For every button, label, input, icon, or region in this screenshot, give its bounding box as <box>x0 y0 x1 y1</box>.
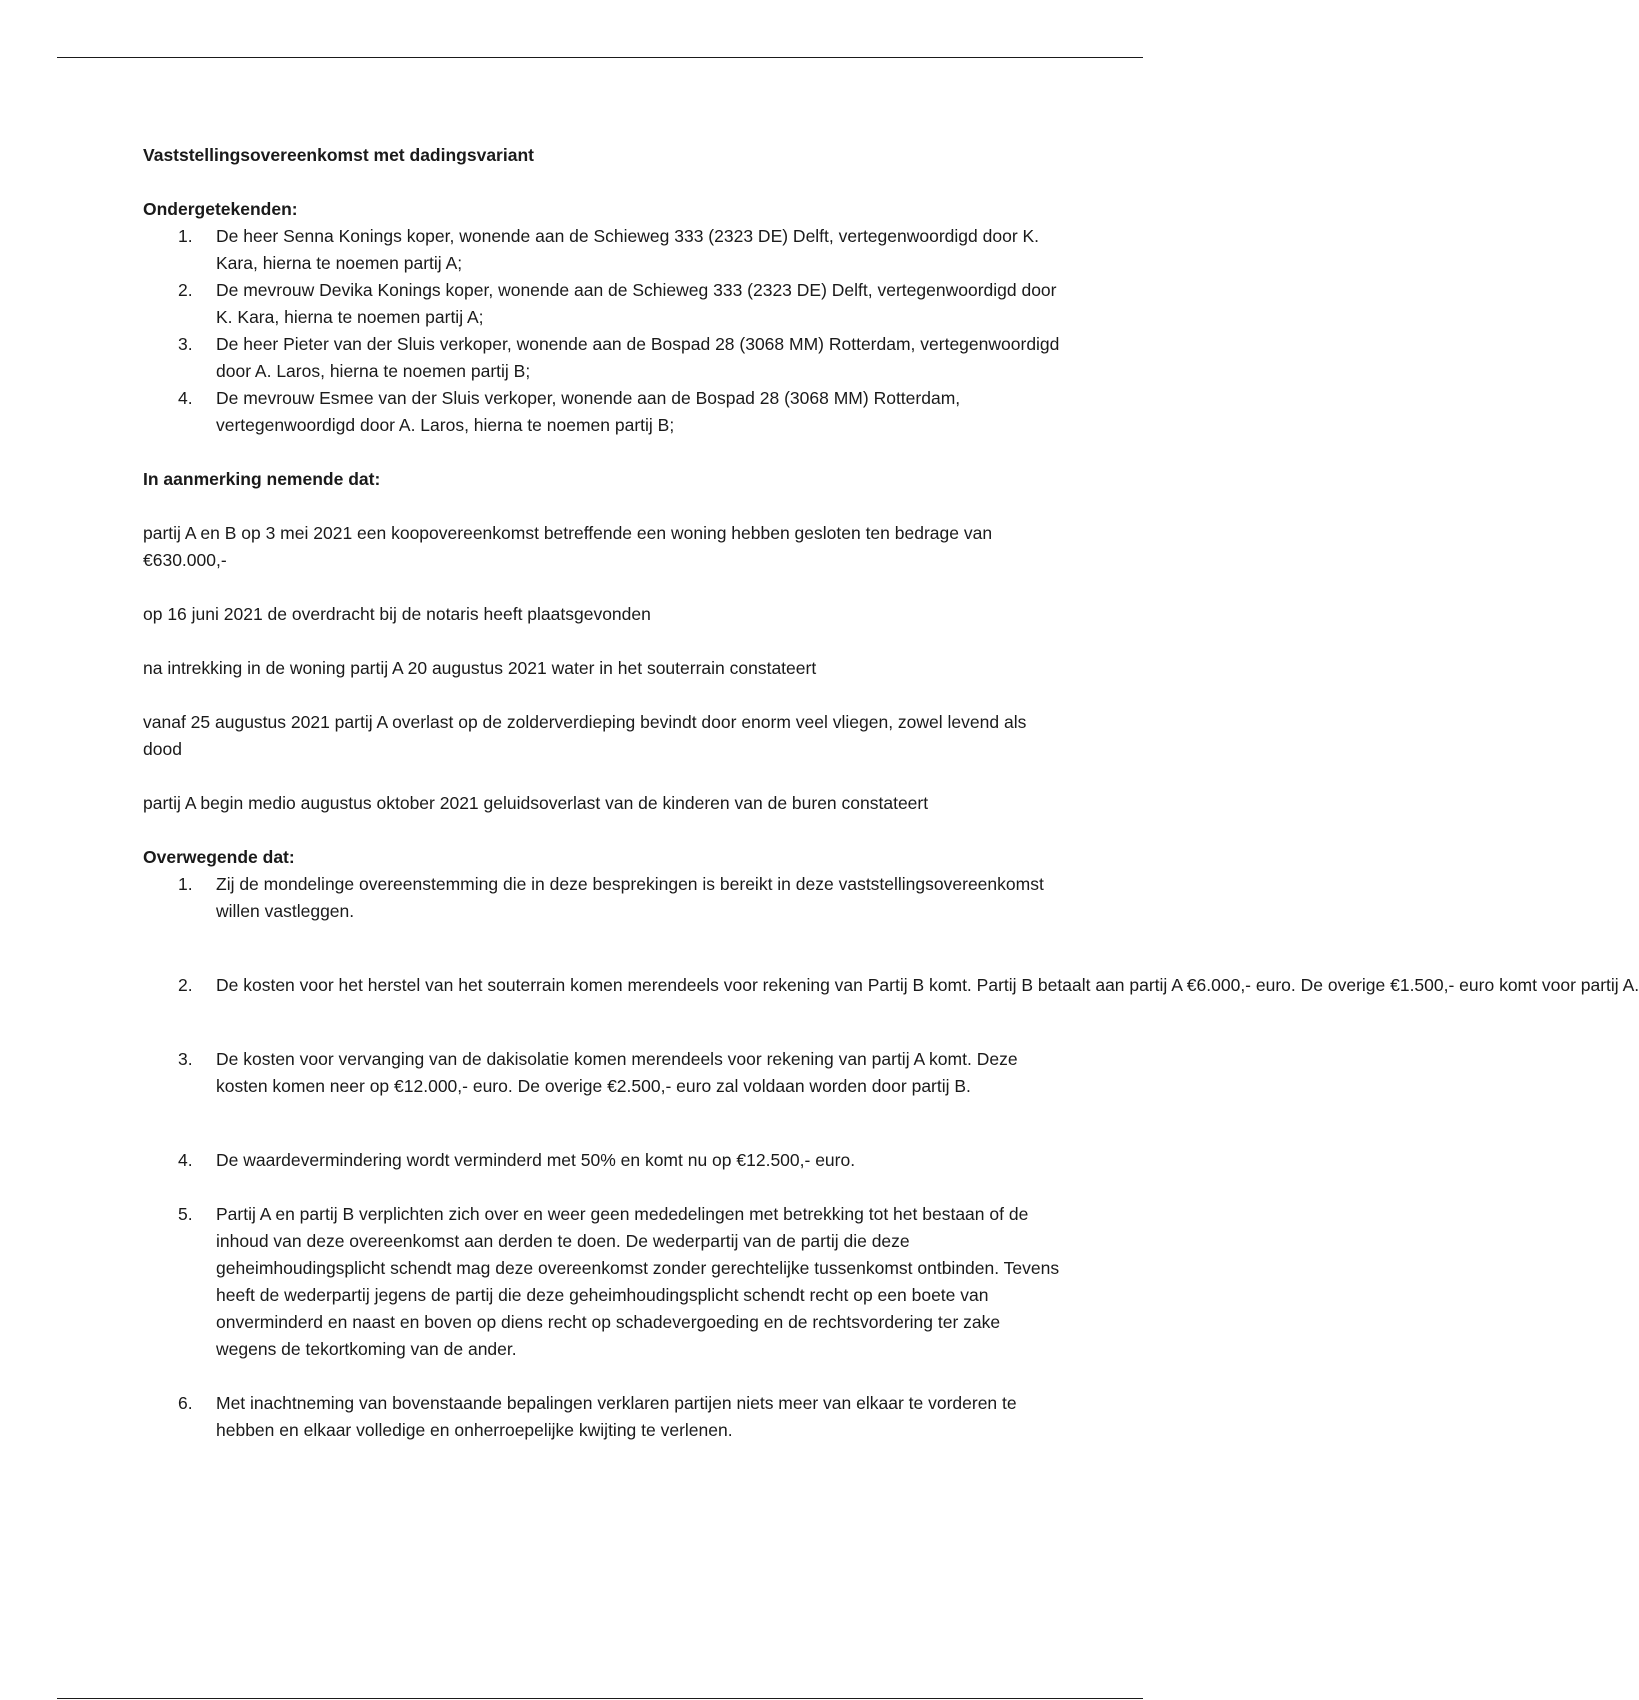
party-text: De heer Senna Konings koper, wonende aan de Schieweg 333 (2323 DE) Delft, vertegenwoordigd door K. Kara, hierna te noemen partij A; <box>216 226 1040 273</box>
considering-heading: In aanmerking nemende dat: <box>143 469 381 489</box>
clause-text: Zij de mondelinge overeenstemming die in deze besprekingen is bereikt in deze vaststellingsovereenkomst willen vastleggen. <box>216 874 1044 921</box>
clause-text: De kosten voor vervanging van de dakisolatie komen merendeels voor rekening van partij A komt. Deze kosten komen neer op €12.000,- euro. De overige €2.500,- euro zal voldaan worden door partij B. <box>216 1049 1018 1096</box>
list-number: 3. <box>178 1049 193 1069</box>
list-number: 4. <box>178 388 193 408</box>
list-number: 2. <box>178 975 193 995</box>
document-body <box>143 142 1639 1444</box>
list-number: 1. <box>178 226 193 246</box>
list-item <box>143 1390 1063 1444</box>
list-number: 3. <box>178 334 193 354</box>
list-item <box>143 1201 1063 1363</box>
weighing-heading: Overwegende dat: <box>143 847 295 867</box>
consideration-paragraph: partij A en B op 3 mei 2021 een koopovereenkomst betreffende een woning hebben gesloten ten bedrage van €630.000,- <box>143 523 993 570</box>
clause-text: De waardevermindering wordt verminderd met 50% en komt nu op €12.500,- euro. <box>216 1150 856 1170</box>
list-item <box>143 385 1063 439</box>
list-item <box>143 871 1063 925</box>
document-title: Vaststellingsovereenkomst met dadingsvariant <box>143 145 534 165</box>
party-text: De mevrouw Devika Konings koper, wonende aan de Schieweg 333 (2323 DE) Delft, vertegenwoordigd door K. Kara, hierna te noemen partij A; <box>216 280 1057 327</box>
list-number: 2. <box>178 280 193 300</box>
list-number: 6. <box>178 1393 193 1413</box>
consideration-paragraph: na intrekking in de woning partij A 20 augustus 2021 water in het souterrain constateert <box>143 658 817 678</box>
list-item <box>143 1147 1063 1174</box>
consideration-paragraph: partij A begin medio augustus oktober 2021 geluidsoverlast van de kinderen van de buren constateert <box>143 793 929 813</box>
signatories-heading: Ondergetekenden: <box>143 199 298 219</box>
list-number: 1. <box>178 874 193 894</box>
clause-text: De kosten voor het herstel van het souterrain komen merendeels voor rekening van Partij B komt. Partij B betaalt aan partij A €6.000,- euro. De overige €1.500,- euro komt voor partij A. <box>216 975 1639 995</box>
list-item <box>143 331 1063 385</box>
party-list <box>143 223 1063 439</box>
clause-text: Partij A en partij B verplichten zich over en weer geen mededelingen met betrekking tot het bestaan of de inhoud van deze overeenkomst aan derden te doen. De wederpartij van de partij die deze geheimhoudingsplicht schendt mag deze overeenkomst zonder gerechtelijke tussenkomst ontbinden. Tevens heeft de wederpartij jegens de partij die deze geheimhoudingsplicht schendt recht op een boete van onverminderd en naast en boven op diens recht op schadevergoeding en de rechtsvordering ter zake wegens de tekortkoming van de ander. <box>216 1204 1060 1359</box>
party-text: De heer Pieter van der Sluis verkoper, wonende aan de Bospad 28 (3068 MM) Rotterdam, vertegenwoordigd door A. Laros, hierna te noemen partij B; <box>216 334 1060 381</box>
clause-list <box>143 871 1639 1444</box>
header-rule <box>57 57 1143 58</box>
list-number: 4. <box>178 1150 193 1170</box>
consideration-paragraph: op 16 juni 2021 de overdracht bij de notaris heeft plaatsgevonden <box>143 604 651 624</box>
list-item <box>143 277 1063 331</box>
list-item <box>143 223 1063 277</box>
list-item <box>143 1046 1063 1100</box>
footer-rule <box>57 1698 1143 1699</box>
list-item <box>143 972 1639 999</box>
clause-text: Met inachtneming van bovenstaande bepalingen verklaren partijen niets meer van elkaar te vorderen te hebben en elkaar volledige en onherroepelijke kwijting te verlenen. <box>216 1393 1017 1440</box>
party-text: De mevrouw Esmee van der Sluis verkoper, wonende aan de Bospad 28 (3068 MM) Rotterdam, vertegenwoordigd door A. Laros, hierna te noemen partij B; <box>216 388 961 435</box>
list-number: 5. <box>178 1204 193 1224</box>
consideration-paragraph: vanaf 25 augustus 2021 partij A overlast op de zolderverdieping bevindt door enorm veel vliegen, zowel levend als dood <box>143 712 1027 759</box>
